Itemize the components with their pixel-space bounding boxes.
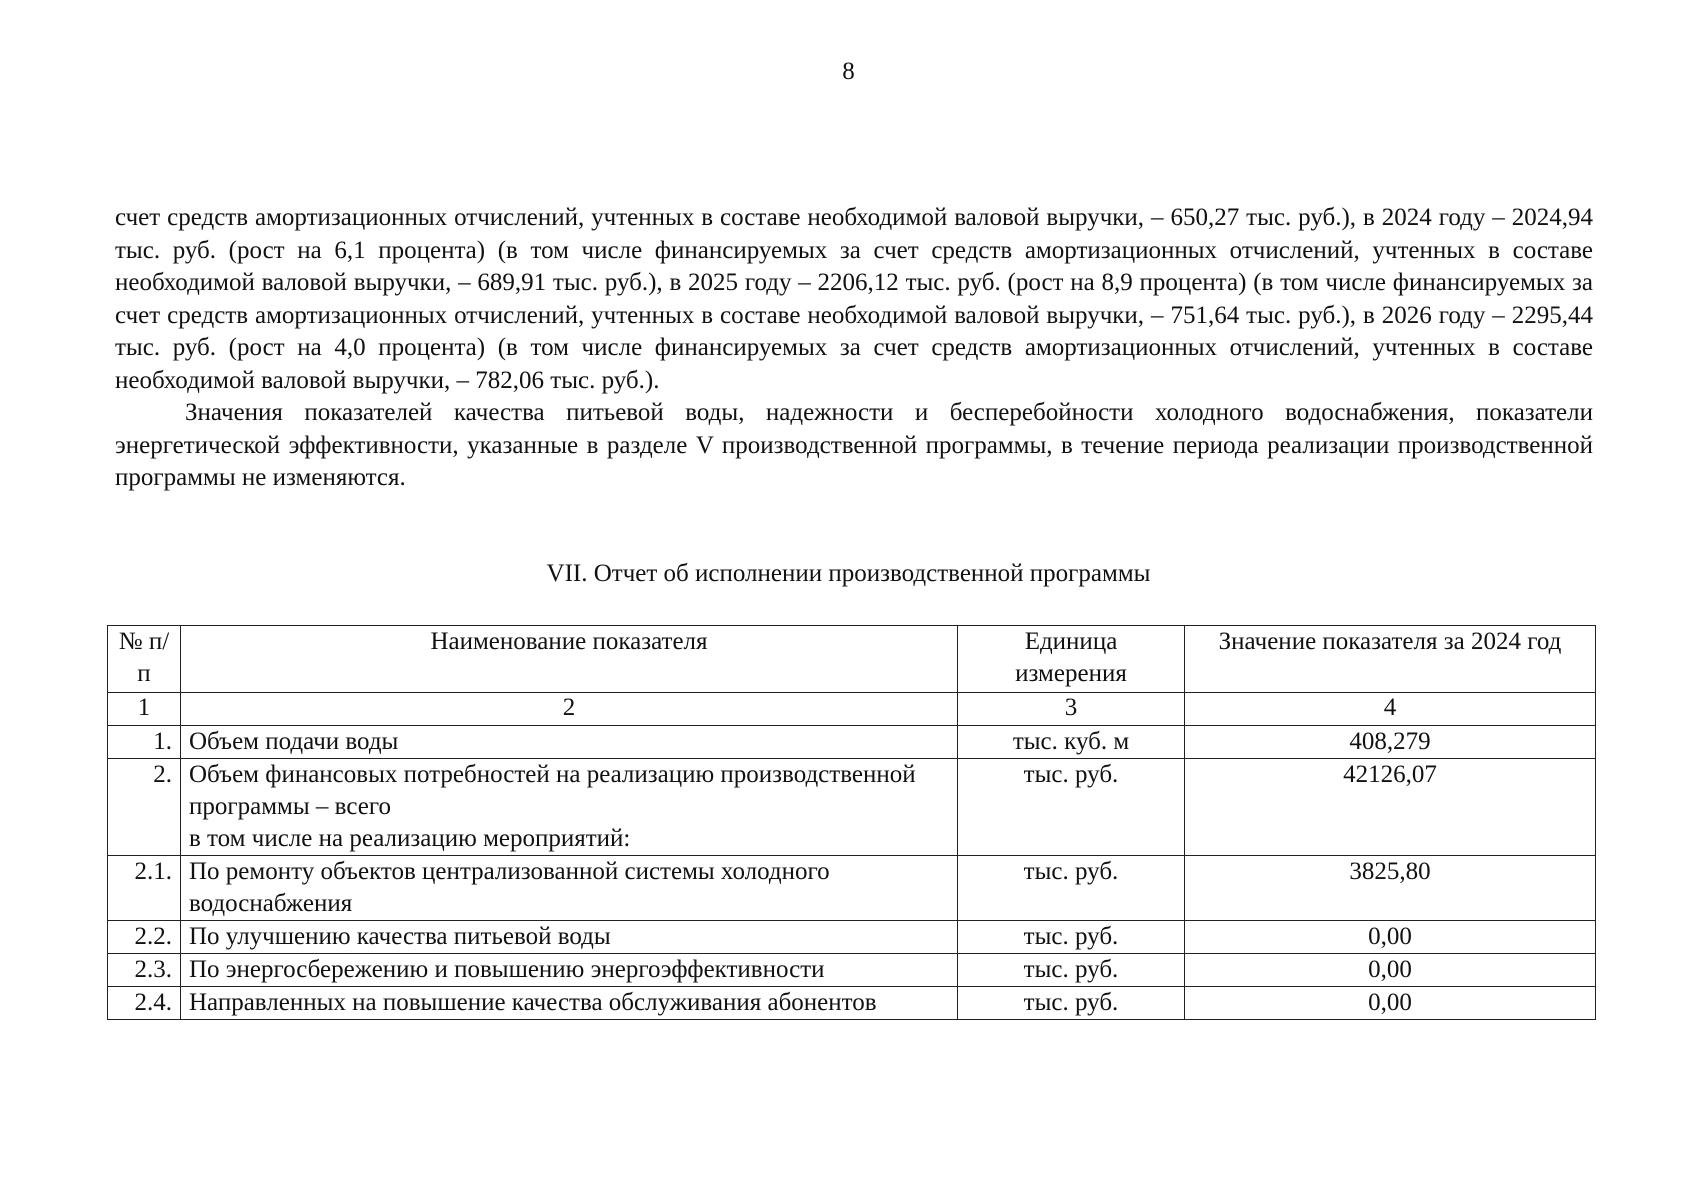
- row-num: 2.1.: [108, 856, 181, 921]
- row-unit: тыс. куб. м: [958, 726, 1185, 759]
- row-name: По улучшению качества питьевой воды: [181, 921, 958, 954]
- row-name: Объем финансовых потребностей на реализацию производственной программы – всего: [189, 761, 916, 820]
- paragraph-continuation: счет средств амортизационных отчислений, учтенных в составе необходимой валовой выручки, – 650,27 тыс. руб.), в 2024 году – 2024,94 тыс. руб. (рост на 6,1 процента) (в том числе финансируемых за счет средств амортизационных отчислений, учтенных в составе необходимой валовой выручки, – 689,91 тыс. руб.), в 2025 году – 2206,12 тыс. руб. (рост на 8,9 процента) (в том числе финансируемых за счет средств амортизационных отчислений, учтенных в составе необходимой валовой выручки, – 751,64 тыс. руб.), в 2026 году – 2295,44 тыс. руб. (рост на 4,0 процента) (в том числе финансируемых за счет средств амортизационных отчислений, учтенных в составе необходимой валовой выручки, – 782,06 тыс. руб.).: [115, 204, 1593, 394]
- table-row: [108, 759, 1596, 856]
- section-title: VII. Отчет об исполнении производственной программы: [546, 560, 1151, 587]
- row-value: 0,00: [1185, 954, 1596, 987]
- row-unit: тыс. руб.: [958, 987, 1185, 1020]
- header-num: № п/п: [108, 626, 181, 693]
- column-number: 1: [108, 693, 181, 726]
- row-name: Объем подачи воды: [181, 726, 958, 759]
- row-num: 2.4.: [108, 987, 181, 1020]
- body-text: [115, 202, 1593, 495]
- table-row: [108, 921, 1596, 954]
- table-row: [108, 726, 1596, 759]
- row-unit: тыс. руб.: [958, 856, 1185, 921]
- header-name: Наименование показателя: [181, 626, 958, 693]
- row-value: 42126,07: [1185, 759, 1596, 856]
- table-row: [108, 954, 1596, 987]
- row-value: 0,00: [1185, 987, 1596, 1020]
- row-value: 3825,80: [1185, 856, 1596, 921]
- table-header-row: [108, 626, 1596, 693]
- column-number-row: [108, 693, 1596, 726]
- paragraph-quality-indicators: Значения показателей качества питьевой воды, надежности и бесперебойности холодного водоснабжения, показатели энергетической эффективности, указанные в разделе V производственной программы, в течение периода реализации производственной программы не изменяются.: [115, 399, 1593, 491]
- row-name: По ремонту объектов централизованной системы холодного водоснабжения: [181, 856, 958, 921]
- table-row: [108, 987, 1596, 1020]
- row-value: 0,00: [1185, 921, 1596, 954]
- report-table: [107, 625, 1596, 1020]
- row-unit: тыс. руб.: [958, 921, 1185, 954]
- row-name-extra: в том числе на реализацию мероприятий:: [189, 825, 631, 852]
- row-name: Направленных на повышение качества обслуживания абонентов: [181, 987, 958, 1020]
- row-unit: тыс. руб.: [958, 759, 1185, 856]
- column-number: 4: [1185, 693, 1596, 726]
- row-num: 2.: [108, 759, 181, 856]
- column-number: 2: [181, 693, 958, 726]
- row-name-cell: [181, 759, 958, 856]
- row-unit: тыс. руб.: [958, 954, 1185, 987]
- row-name: По энергосбережению и повышению энергоэффективности: [181, 954, 958, 987]
- header-value: Значение показателя за 2024 год: [1185, 626, 1596, 693]
- table-row: [108, 856, 1596, 921]
- row-num: 2.2.: [108, 921, 181, 954]
- column-number: 3: [958, 693, 1185, 726]
- page-number: 8: [842, 58, 855, 85]
- header-unit: Единица измерения: [958, 626, 1185, 693]
- row-num: 2.3.: [108, 954, 181, 987]
- row-value: 408,279: [1185, 726, 1596, 759]
- row-num: 1.: [108, 726, 181, 759]
